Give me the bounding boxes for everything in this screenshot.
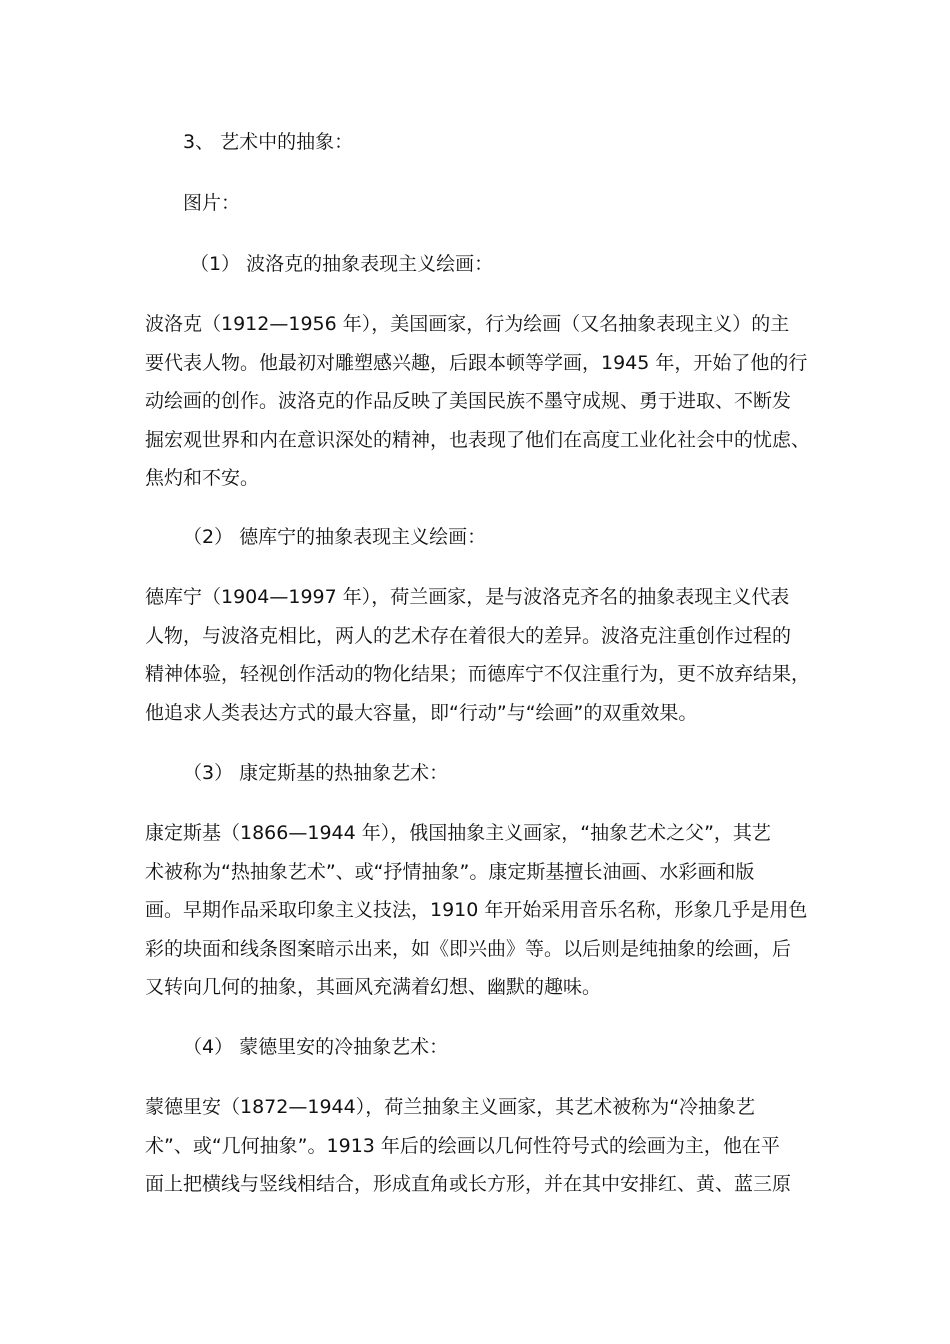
- paragraph-line: 动绘画的创作。波洛克的作品反映了美国民族不墨守成规、勇于进取、不断发: [145, 390, 792, 412]
- paragraph-line: 彩的块面和线条图案暗示出来，如《即兴曲》等。以后则是纯抽象的绘画，后: [145, 937, 792, 960]
- section-heading: 3、 艺术中的抽象：: [183, 131, 354, 153]
- images-label: 图片：: [183, 192, 241, 214]
- paragraph-line: 精神体验，轻视创作活动的物化结果；而德库宁不仅注重行为，更不放弃结果，: [145, 663, 811, 685]
- item-heading-de-kooning: （2） 德库宁的抽象表现主义绘画：: [183, 526, 487, 548]
- paragraph-line: 德库宁（1904—1997 年），荷兰画家，是与波洛克齐名的抽象表现主义代表: [145, 586, 790, 608]
- paragraph-line: 焦灼和不安。: [145, 467, 260, 489]
- paragraph-de-kooning: [145, 578, 810, 732]
- paragraph-line: 康定斯基（1866—1944 年），俄国抽象主义画家，“抽象艺术之父”，其艺: [145, 822, 771, 844]
- paragraph-pollock: [145, 305, 810, 498]
- item-heading-kandinsky: （3） 康定斯基的热抽象艺术：: [183, 762, 449, 784]
- paragraph-mondrian: [145, 1088, 810, 1204]
- paragraph-line: 要代表人物。他最初对雕塑感兴趣，后跟本顿等学画，1945 年，开始了他的行: [145, 351, 808, 374]
- paragraph-line: 掘宏观世界和内在意识深处的精神，也表现了他们在高度工业化社会中的忧虑、: [145, 428, 811, 451]
- paragraph-line: 面上把横线与竖线相结合，形成直角或长方形，并在其中安排红、黄、蓝三原: [145, 1173, 792, 1195]
- paragraph-line: 术”、或“几何抽象”。1913 年后的绘画以几何性符号式的绘画为主，他在平: [145, 1134, 780, 1157]
- paragraph-line: 波洛克（1912—1956 年），美国画家，行为绘画（又名抽象表现主义）的主: [145, 313, 790, 335]
- paragraph-kandinsky: [145, 814, 810, 1007]
- item-heading-pollock: （1） 波洛克的抽象表现主义绘画：: [190, 253, 494, 275]
- paragraph-line: 他追求人类表达方式的最大容量，即“行动”与“绘画”的双重效果。: [145, 701, 698, 724]
- paragraph-line: 又转向几何的抽象，其画风充满着幻想、幽默的趣味。: [145, 976, 602, 998]
- paragraph-line: 人物，与波洛克相比，两人的艺术存在着很大的差异。波洛克注重创作过程的: [145, 624, 792, 647]
- paragraph-line: 术被称为“热抽象艺术”、或“抒情抽象”。康定斯基擅长油画、水彩画和版: [145, 860, 755, 883]
- item-heading-mondrian: （4） 蒙德里安的冷抽象艺术：: [183, 1036, 449, 1058]
- paragraph-line: 蒙德里安（1872—1944），荷兰抽象主义画家，其艺术被称为“冷抽象艺: [145, 1096, 756, 1118]
- paragraph-line: 画。早期作品采取印象主义技法，1910 年开始采用音乐名称，形象几乎是用色: [145, 899, 808, 921]
